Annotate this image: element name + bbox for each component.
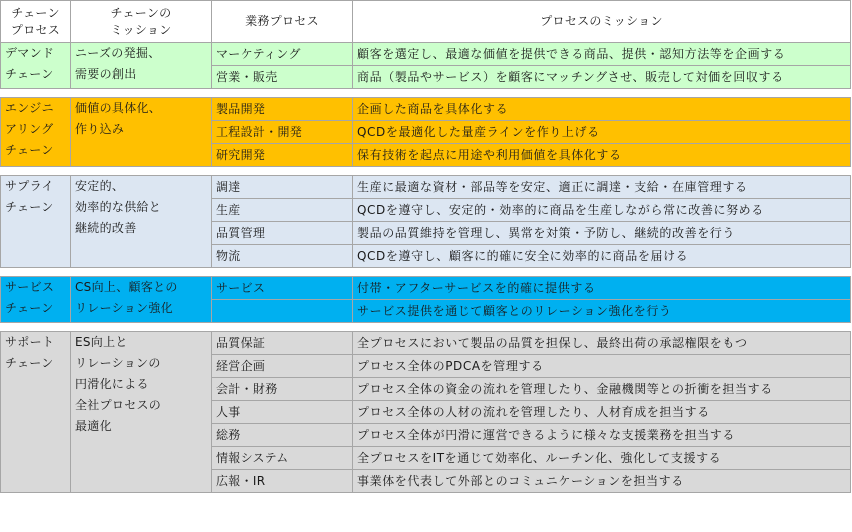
process-mission-cell: サービス提供を通じて顧客とのリレーション強化を行う: [353, 300, 851, 323]
business-process-cell: 研究開発: [212, 144, 353, 167]
business-process-cell: 調達: [212, 176, 353, 199]
process-mission-cell: プロセス全体のPDCAを管理する: [353, 355, 851, 378]
process-mission-cell: プロセス全体の人材の流れを管理したり、人材育成を担当する: [353, 401, 851, 424]
process-mission-cell: 商品（製品やサービス）を顧客にマッチングさせ、販売して対価を回収する: [353, 66, 851, 89]
business-process-cell: 経営企画: [212, 355, 353, 378]
process-mission-cell: プロセス全体が円滑に運営できるように様々な支援業務を担当する: [353, 424, 851, 447]
group-gap-cell: [1, 268, 851, 277]
group-gap: [1, 268, 851, 277]
chain-process-cell: サポート チェーン: [1, 332, 71, 493]
process-mission-cell: 事業体を代表して外部とのコミュニケーションを担当する: [353, 470, 851, 493]
process-mission-cell: 顧客を選定し、最適な価値を提供できる商品、提供・認知方法等を企画する: [353, 43, 851, 66]
process-mission-cell: 製品の品質維持を管理し、異常を対策・予防し、継続的改善を行う: [353, 222, 851, 245]
process-mission-cell: 生産に最適な資材・部品等を安定、適正に調達・支給・在庫管理する: [353, 176, 851, 199]
business-process-cell: 情報システム: [212, 447, 353, 470]
business-process-cell: 広報・IR: [212, 470, 353, 493]
header-business-process: 業務プロセス: [212, 1, 353, 43]
business-process-cell: 生産: [212, 199, 353, 222]
group-gap-cell: [1, 323, 851, 332]
business-process-cell: 工程設計・開発: [212, 121, 353, 144]
chain-mission-cell: 安定的、 効率的な供給と 継続的改善: [71, 176, 212, 268]
table-row: [1, 277, 851, 300]
chain-mission-cell: ES向上と リレーションの 円滑化による 全社プロセスの 最適化: [71, 332, 212, 493]
chain-process-cell: エンジニ アリング チェーン: [1, 98, 71, 167]
group-gap-cell: [1, 167, 851, 176]
header-process-mission: プロセスのミッション: [353, 1, 851, 43]
header-chain-process: チェーン プロセス: [1, 1, 71, 43]
table-row: [1, 98, 851, 121]
group-gap-cell: [1, 89, 851, 98]
table-row: [1, 176, 851, 199]
table-row: [1, 332, 851, 355]
business-process-cell: 会計・財務: [212, 378, 353, 401]
header-row: [1, 1, 851, 43]
group-gap: [1, 89, 851, 98]
chain-process-cell: サプライ チェーン: [1, 176, 71, 268]
group-gap: [1, 167, 851, 176]
chain-process-cell: デマンド チェーン: [1, 43, 71, 89]
process-mission-cell: 付帯・アフターサービスを的確に提供する: [353, 277, 851, 300]
process-mission-cell: QCDを遵守し、顧客に的確に安全に効率的に商品を届ける: [353, 245, 851, 268]
header-chain-mission: チェーンの ミッション: [71, 1, 212, 43]
business-process-cell: 物流: [212, 245, 353, 268]
process-mission-cell: 全プロセスをITを通じて効率化、ルーチン化、強化して支援する: [353, 447, 851, 470]
process-mission-cell: プロセス全体の資金の流れを管理したり、金融機関等との折衝を担当する: [353, 378, 851, 401]
process-mission-cell: 保有技術を起点に用途や利用価値を具体化する: [353, 144, 851, 167]
table-row: [1, 43, 851, 66]
process-mission-cell: QCDを遵守し、安定的・効率的に商品を生産しながら常に改善に努める: [353, 199, 851, 222]
process-mission-cell: QCDを最適化した量産ラインを作り上げる: [353, 121, 851, 144]
business-process-cell: 営業・販売: [212, 66, 353, 89]
group-gap: [1, 323, 851, 332]
business-process-cell: [212, 300, 353, 323]
chain-mission-cell: CS向上、顧客との リレーション強化: [71, 277, 212, 323]
process-mission-cell: 全プロセスにおいて製品の品質を担保し、最終出荷の承認権限をもつ: [353, 332, 851, 355]
business-process-cell: 品質管理: [212, 222, 353, 245]
business-process-cell: 総務: [212, 424, 353, 447]
business-process-cell: マーケティング: [212, 43, 353, 66]
process-mission-cell: 企画した商品を具体化する: [353, 98, 851, 121]
business-process-cell: サービス: [212, 277, 353, 300]
business-process-cell: 品質保証: [212, 332, 353, 355]
chain-mission-cell: ニーズの発掘、 需要の創出: [71, 43, 212, 89]
chain-process-cell: サービス チェーン: [1, 277, 71, 323]
business-process-cell: 製品開発: [212, 98, 353, 121]
chain-mission-cell: 価値の具体化、 作り込み: [71, 98, 212, 167]
business-process-cell: 人事: [212, 401, 353, 424]
